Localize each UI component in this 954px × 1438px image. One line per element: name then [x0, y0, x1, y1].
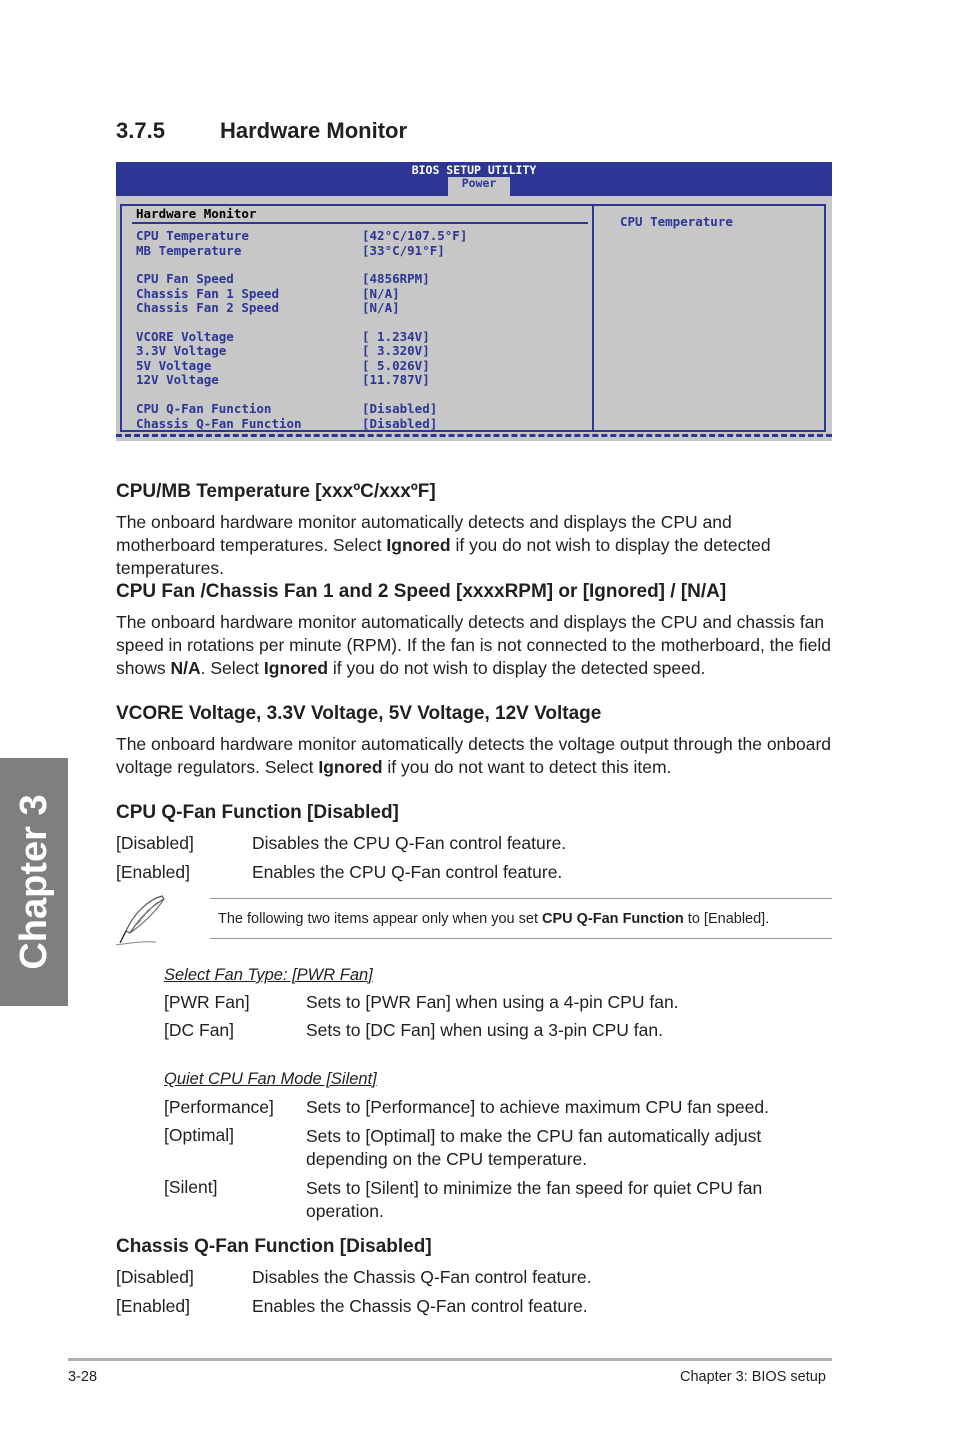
- option-description: Sets to [Performance] to achieve maximum CPU fan speed.: [306, 1097, 769, 1117]
- fan-speed-heading: CPU Fan /Chassis Fan 1 and 2 Speed [xxxxRPM] or [Ignored] / [N/A]: [116, 581, 727, 602]
- bios-row-cpu-qfan-function[interactable]: [136, 401, 586, 416]
- bios-row-label: CPU Fan Speed: [136, 271, 234, 286]
- footer-chapter-title: Chapter 3: BIOS setup: [680, 1369, 826, 1385]
- bios-row-chassis-fan-1-speed[interactable]: [136, 286, 586, 301]
- fan-mode-heading: Quiet CPU Fan Mode [Silent]: [164, 1070, 377, 1088]
- bold-text: Ignored: [318, 757, 383, 777]
- voltage-description: [116, 733, 832, 779]
- bios-row-value: [Disabled]: [362, 416, 438, 431]
- bold-text: N/A: [170, 658, 201, 678]
- bios-dashed-border: [116, 434, 832, 437]
- option-description: Enables the CPU Q-Fan control feature.: [252, 862, 563, 882]
- text: The onboard hardware monitor automatically detects and displays the CPU and motherboard temperatures. Select: [116, 512, 732, 555]
- bios-row-chassis-fan-2-speed[interactable]: [136, 300, 586, 315]
- bios-row-value: [4856RPM]: [362, 271, 430, 286]
- option-key: [Silent]: [164, 1177, 218, 1197]
- bios-tab-power[interactable]: Power: [448, 177, 510, 196]
- bios-row-label: Chassis Fan 1 Speed: [136, 286, 279, 301]
- bold-text: Ignored: [263, 658, 329, 678]
- bios-row-label: 12V Voltage: [136, 372, 219, 387]
- option-key: [Disabled]: [116, 833, 194, 853]
- bios-row-cpu-temperature[interactable]: [136, 228, 586, 243]
- bios-help-text: CPU Temperature: [620, 214, 733, 229]
- bios-row-label: Chassis Q-Fan Function: [136, 416, 302, 431]
- bios-row-label: CPU Temperature: [136, 228, 249, 243]
- chapter-tab-label: Chapter 3: [13, 794, 55, 970]
- bios-row-value: [33°C/91°F]: [362, 243, 445, 258]
- feather-pen-icon: [112, 893, 174, 949]
- bios-row-12v-voltage[interactable]: [136, 372, 586, 387]
- bios-row-value: [11.787V]: [362, 372, 430, 387]
- note-text: [218, 911, 769, 927]
- bios-row-value: [42°C/107.5°F]: [362, 228, 468, 243]
- note-top-rule: [210, 898, 832, 899]
- bios-row-3v3-voltage[interactable]: [136, 343, 586, 358]
- option-description: Sets to [Silent] to minimize the fan speed for quiet CPU fan operation.: [306, 1178, 763, 1221]
- text: if you do not wish to display the detected temperatures.: [116, 535, 771, 578]
- option-key: [Enabled]: [116, 1296, 190, 1316]
- bios-panel-title: Hardware Monitor: [136, 206, 257, 221]
- text: The onboard hardware monitor automatically detects the voltage output through the onboard voltage regulators. Select: [116, 734, 832, 777]
- bios-row-value: [ 5.026V]: [362, 358, 430, 373]
- chassis-qfan-heading: Chassis Q-Fan Function [Disabled]: [116, 1236, 432, 1257]
- cpu-qfan-heading: CPU Q-Fan Function [Disabled]: [116, 802, 399, 823]
- bios-row-value: [ 3.320V]: [362, 343, 430, 358]
- text: The onboard hardware monitor automatically detects and displays the CPU and chassis fan speed in rotations per minute (RPM). If the fan is not connected to the motherboard, the field shows: [116, 612, 831, 678]
- bios-row-value: [N/A]: [362, 300, 400, 315]
- option-description: Sets to [DC Fan] when using a 3-pin CPU fan.: [306, 1020, 663, 1040]
- bios-title-rule: [132, 222, 588, 224]
- option-description: Sets to [PWR Fan] when using a 4-pin CPU fan.: [306, 992, 679, 1012]
- option-key: [Performance]: [164, 1097, 274, 1117]
- fan-speed-description: [116, 611, 832, 680]
- option-key: [PWR Fan]: [164, 992, 250, 1012]
- option-description: Enables the Chassis Q-Fan control feature.: [252, 1296, 588, 1316]
- text: if you do not want to detect this item.: [382, 757, 672, 777]
- option-description: Sets to [Optimal] to make the CPU fan automatically adjust depending on the CPU temperature.: [306, 1126, 762, 1169]
- bios-row-label: 3.3V Voltage: [136, 343, 227, 358]
- option-description: Disables the CPU Q-Fan control feature.: [252, 833, 567, 853]
- chapter-side-tab: [0, 758, 68, 1006]
- bios-screenshot: [116, 162, 832, 441]
- bold-text: CPU Q-Fan Function: [542, 911, 684, 927]
- bios-utility-title: BIOS SETUP UTILITY: [411, 163, 537, 177]
- option-key: [Disabled]: [116, 1267, 194, 1287]
- bios-row-label: Chassis Fan 2 Speed: [136, 300, 279, 315]
- section-number: 3.7.5: [116, 118, 165, 143]
- bios-row-value: [ 1.234V]: [362, 329, 430, 344]
- bios-row-value: [N/A]: [362, 286, 400, 301]
- fan-type-heading: Select Fan Type: [PWR Fan]: [164, 966, 373, 984]
- text: . Select: [200, 658, 264, 678]
- option-description: Disables the Chassis Q-Fan control feature.: [252, 1267, 592, 1287]
- bios-row-mb-temperature[interactable]: [136, 243, 586, 258]
- bios-row-cpu-fan-speed[interactable]: [136, 271, 586, 286]
- bios-row-chassis-qfan-function[interactable]: [136, 416, 586, 431]
- bios-row-label: VCORE Voltage: [136, 329, 234, 344]
- bios-row-value: [Disabled]: [362, 401, 438, 416]
- text: The following two items appear only when you set: [218, 911, 543, 927]
- section-title-text: Hardware Monitor: [220, 118, 408, 143]
- note-bottom-rule: [210, 938, 832, 939]
- bios-row-vcore-voltage[interactable]: [136, 329, 586, 344]
- bios-row-5v-voltage[interactable]: [136, 358, 586, 373]
- option-key: [Optimal]: [164, 1125, 235, 1145]
- bios-row-label: 5V Voltage: [136, 358, 212, 373]
- footer-rule: [68, 1358, 832, 1361]
- bold-text: Ignored: [386, 535, 451, 555]
- option-key: [Enabled]: [116, 862, 190, 882]
- option-key: [DC Fan]: [164, 1020, 235, 1040]
- text: to [Enabled].: [683, 911, 770, 927]
- page-number: 3-28: [68, 1369, 98, 1385]
- voltage-heading: VCORE Voltage, 3.3V Voltage, 5V Voltage, 12V Voltage: [116, 703, 602, 724]
- temperature-heading: CPU/MB Temperature [xxxºC/xxxºF]: [116, 481, 436, 502]
- bios-divider: [592, 204, 594, 432]
- temperature-description: [116, 511, 832, 580]
- section-title: [116, 118, 407, 144]
- bios-row-label: MB Temperature: [136, 243, 242, 258]
- bios-row-label: CPU Q-Fan Function: [136, 401, 272, 416]
- text: if you do not wish to display the detected speed.: [328, 658, 706, 678]
